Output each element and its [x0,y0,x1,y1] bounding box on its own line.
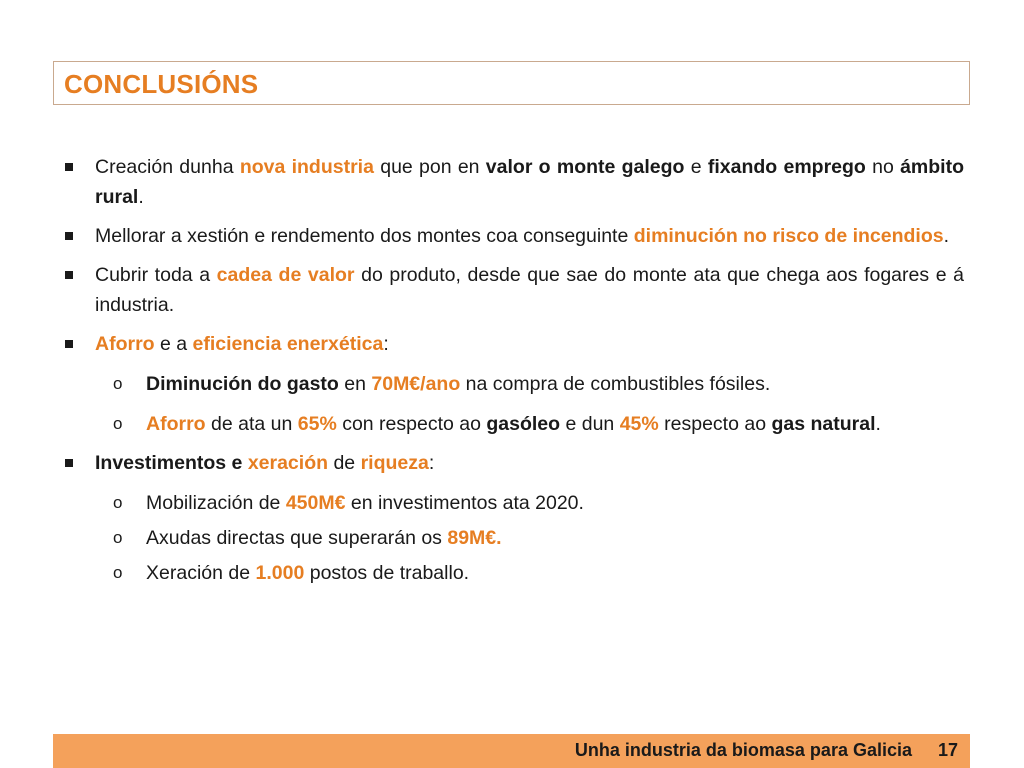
circle-bullet-icon: o [113,493,123,512]
square-bullet-icon [65,163,73,171]
subbullet-fuel-savings: o Aforro de ata un 65% con respecto ao gasóleo e dun 45% respecto ao gas natural. [64,409,964,439]
square-bullet-icon [65,340,73,348]
subbullet-mobilization: o Mobilización de 450M€ en investimentos ata 2020. [64,488,964,518]
bullet-forest-management: Mellorar a xestión e rendemento dos montes coa conseguinte diminución no risco de incendios. [64,221,964,251]
page-number: 17 [937,740,958,760]
title-box [53,61,970,105]
slide-content [64,152,964,588]
square-bullet-icon [65,459,73,467]
footer-title: Unha industria da biomasa para Galicia [574,740,912,760]
subbullet-cost-reduction: o Diminución do gasto en 70M€/ano na compra de combustibles fósiles. [64,369,964,399]
circle-bullet-icon: o [113,563,123,582]
subbullet-direct-aid: o Axudas directas que superarán os 89M€. [64,523,964,553]
bullet-new-industry: Creación dunha nova industria que pon en valor o monte galego e fixando emprego no ámbito rural. [64,152,964,212]
square-bullet-icon [65,271,73,279]
circle-bullet-icon: o [113,528,123,547]
slide-title: CONCLUSIÓNS [64,69,259,99]
subbullet-jobs: o Xeración de 1.000 postos de traballo. [64,558,964,588]
square-bullet-icon [65,232,73,240]
circle-bullet-icon: o [113,414,123,433]
bullet-savings: Aforro e a eficiencia enerxética: [64,329,964,359]
circle-bullet-icon: o [113,374,123,393]
footer-bar [53,734,970,768]
bullet-value-chain: Cubrir toda a cadea de valor do produto, desde que sae do monte ata que chega aos fogares e á industria. [64,260,964,320]
bullet-investments: Investimentos e xeración de riqueza: [64,448,964,478]
